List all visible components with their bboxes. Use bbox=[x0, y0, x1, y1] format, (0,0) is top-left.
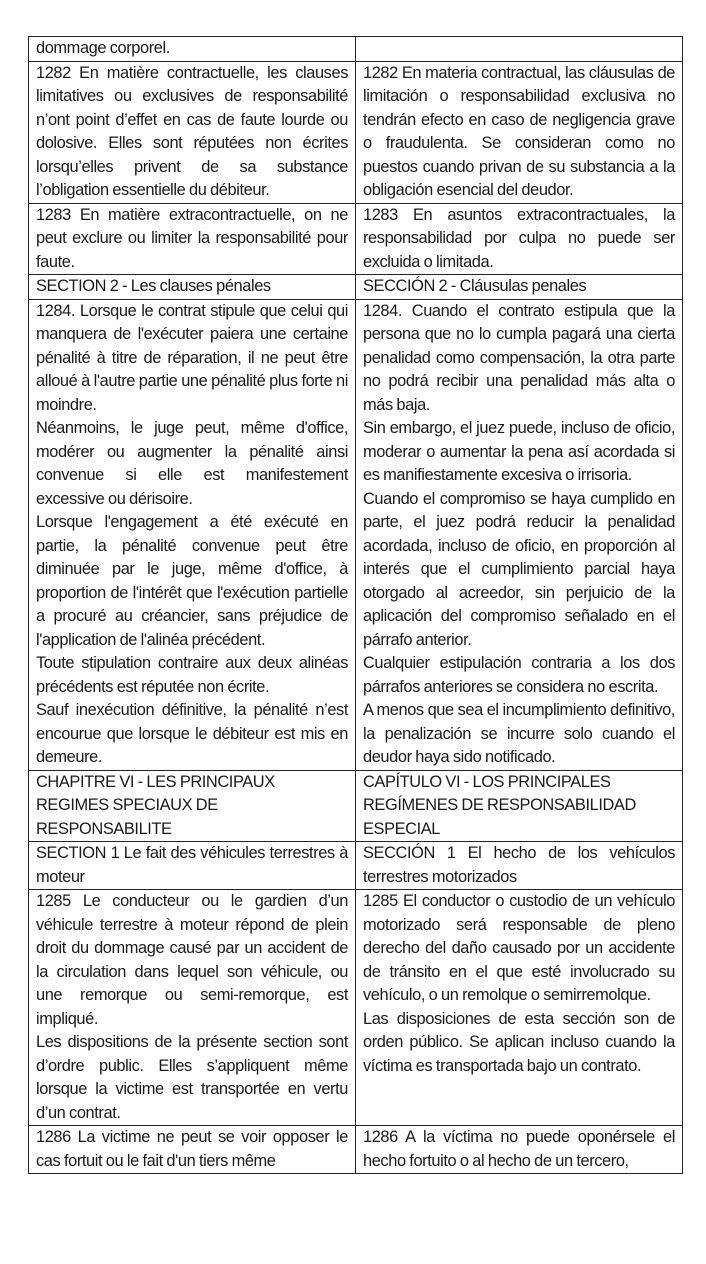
table-row bbox=[29, 1126, 683, 1174]
spanish-paragraph: 1282 En materia contractual, las cláusulas de limitación o responsabilidad exclusiva no tendrán efecto en caso de negligencia grave o fraudulenta. Se consideran como no puestos cuando privan de su substancia a la obligación esencial del deudor. bbox=[363, 63, 675, 199]
spanish-heading-text: CAPÍTULO VI - LOS PRINCIPALES REGÍMENES DE RESPONSABILIDAD ESPECIAL bbox=[363, 772, 636, 838]
spanish-paragraph: Sin embargo, el juez puede, incluso de oficio, moderar o aumentar la pena así acordada si es manifiestamente excesiva o irrisoria. bbox=[363, 419, 675, 484]
french-cell bbox=[29, 203, 356, 275]
table-row bbox=[29, 890, 683, 1126]
spanish-chapter-heading bbox=[356, 770, 683, 842]
spanish-section-heading bbox=[356, 275, 683, 300]
spanish-cell bbox=[356, 890, 683, 1126]
french-cell bbox=[29, 37, 356, 62]
section-heading-row bbox=[29, 275, 683, 300]
french-paragraph: Sauf inexécution définitive, la pénalité n’est encourue que lorsque le débiteur est mis en demeure. bbox=[36, 701, 348, 766]
spanish-paragraph: 1286 A la víctima no puede oponérsele el hecho fortuito o al hecho de un tercero, bbox=[363, 1128, 675, 1170]
table-row bbox=[29, 61, 683, 203]
spanish-cell bbox=[356, 37, 683, 62]
table-row bbox=[29, 203, 683, 275]
french-paragraph: Toute stipulation contraire aux deux alinéas précédents est réputée non écrite. bbox=[36, 654, 348, 696]
french-paragraph: Lorsque l'engagement a été exécuté en partie, la pénalité convenue peut être diminuée par le juge, même d'office, à proportion de l'intérêt que l'exécution partielle a procuré au créancier, sans préjudice de l'application de l'alinéa précédent. bbox=[36, 513, 348, 649]
french-heading-text: SECTION 1 Le fait des véhicules terrestres à moteur bbox=[36, 844, 348, 886]
section-heading-row bbox=[29, 842, 683, 890]
table-row bbox=[29, 299, 683, 770]
french-paragraph: 1284. Lorsque le contrat stipule que celui qui manquera de l'exécuter paiera une certaine pénalité à titre de réparation, il ne peut être alloué à l'autre partie une pénalité plus forte ni moindre. bbox=[36, 301, 348, 414]
french-cell-clip bbox=[36, 1126, 348, 1173]
french-cell bbox=[29, 299, 356, 770]
spanish-paragraph: Cuando el compromiso se haya cumplido en parte, el juez podrá reducir la penalidad acordada, incluso de oficio, en proporción al interés que el cumplimiento parcial haya otorgado al acreedor, sin perjuicio de la aplicación del compromiso señalado en el párrafo anterior. bbox=[363, 489, 675, 649]
french-section-heading bbox=[29, 275, 356, 300]
french-paragraph: dommage corporel. bbox=[36, 39, 170, 57]
spanish-cell bbox=[356, 61, 683, 203]
french-cell bbox=[29, 61, 356, 203]
french-heading-text: SECTION 2 - Les clauses pénales bbox=[36, 277, 271, 295]
spanish-paragraph: 1285 El conductor o custodio de un vehículo motorizado será responsable de pleno derecho del daño causado por un accidente de tránsito en el que esté involucrado su vehículo, o un remolque o semirremolque. bbox=[363, 892, 675, 1004]
spanish-paragraph: A menos que sea el incumplimiento definitivo, la penalización se incurre solo cuando el deudor haya sido notificado. bbox=[363, 701, 675, 766]
spanish-paragraph: Las disposiciones de esta sección son de orden público. Se aplican incluso cuando la víctima es transportada bajo un contrato. bbox=[363, 1009, 675, 1075]
spanish-paragraph: 1284. Cuando el contrato estipula que la persona que no lo cumpla pagará una cierta penalidad como compensación, la otra parte no podrá recibir una penalidad más alta o más baja. bbox=[363, 301, 675, 414]
french-paragraph: 1286 La victime ne peut se voir opposer le cas fortuit ou le fait d'un tiers même bbox=[36, 1128, 348, 1170]
spanish-cell-clip bbox=[363, 1126, 675, 1173]
chapter-heading-row bbox=[29, 770, 683, 842]
french-paragraph: 1282 En matière contractuelle, les clauses limitatives ou exclusives de responsabilité n’ont point d’effet en cas de faute lourde ou dolosive. Elles sont réputées non écrites lorsqu’elles privent de sa substance l’obligation essentielle du débiteur. bbox=[36, 63, 348, 199]
document-page bbox=[28, 36, 682, 1174]
spanish-cell bbox=[356, 203, 683, 275]
spanish-paragraph: 1283 En asuntos extracontractuales, la responsabilidad por culpa no puede ser excluida o limitada. bbox=[363, 205, 675, 271]
spanish-heading-text: SECCIÓN 1 El hecho de los vehículos terrestres motorizados bbox=[363, 844, 675, 886]
bilingual-table bbox=[28, 36, 683, 1174]
spanish-paragraph: Cualquier estipulación contraria a los dos párrafos anteriores se considera no escrita. bbox=[363, 654, 675, 696]
spanish-cell bbox=[356, 299, 683, 770]
french-paragraph: Les dispositions de la présente section sont d’ordre public. Elles s’appliquent même lorsque la victime est transportée en vertu d’un contrat. bbox=[36, 1033, 348, 1122]
french-section-heading bbox=[29, 842, 356, 890]
french-paragraph: 1283 En matière extracontractuelle, on ne peut exclure ou limiter la responsabilité pour faute. bbox=[36, 205, 348, 271]
spanish-heading-text: SECCIÓN 2 - Cláusulas penales bbox=[363, 277, 587, 295]
spanish-cell bbox=[356, 1126, 683, 1174]
french-paragraph: Néanmoins, le juge peut, même d'office, modérer ou augmenter la pénalité ainsi convenue si elle est manifestement excessive ou dérisoire. bbox=[36, 419, 348, 508]
french-chapter-heading bbox=[29, 770, 356, 842]
french-heading-text: CHAPITRE VI - LES PRINCIPAUX REGIMES SPECIAUX DE RESPONSABILITE bbox=[36, 772, 275, 838]
french-cell bbox=[29, 890, 356, 1126]
spanish-section-heading bbox=[356, 842, 683, 890]
french-paragraph: 1285 Le conducteur ou le gardien d’un véhicule terrestre à moteur répond de plein droit du dommage causé par un accident de la circulation dans lequel son véhicule, ou une remorque ou semi-remorque, est impliqué. bbox=[36, 892, 348, 1028]
table-row bbox=[29, 37, 683, 62]
french-cell bbox=[29, 1126, 356, 1174]
